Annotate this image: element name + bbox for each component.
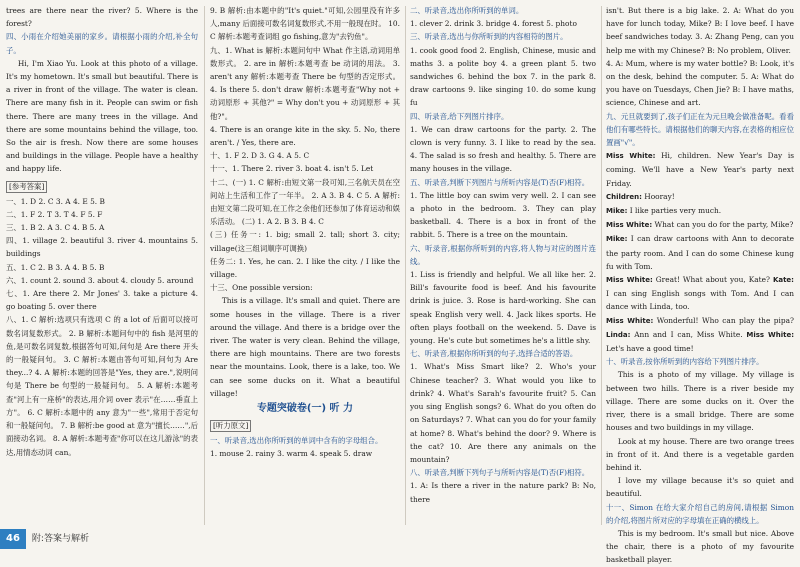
speaker: Children:: [606, 192, 642, 201]
speaker: Mike:: [606, 207, 628, 216]
answer-line: 4. A: Mum, where is my water bottle? B: Look, it's on the desk, behind the computer. 5. A: What do you have on Tuesdays, Chen Jie? B: I have maths, science, Chinese and art.: [606, 58, 794, 108]
answer-line: 五、1. C 2. B 3. A 4. B 5. B: [6, 262, 105, 272]
column-3: [410, 4, 596, 527]
text-line: trees are there near the river? 5. Where is the forest?: [6, 6, 198, 29]
page-footer: [0, 529, 200, 549]
utterance: Hi, children. New Year's Day is coming. We'll have a New Year's party next Friday.: [606, 151, 794, 188]
answer-line: 十、1. F 2. D 3. G 4. A 5. C: [210, 151, 310, 161]
answer-line: 1. We can draw cartoons for the party. 2. The clown is very funny. 3. I like to read by the sea. 4. The salad is so fresh and healthy. 5. There are many houses in the village.: [410, 124, 596, 174]
section-heading: 四、小雨在介绍她美丽的家乡。请根据小雨的介绍,补全句子。: [6, 32, 198, 55]
reference-answer-tag: [参考答案]: [6, 181, 47, 193]
dialogue-line: [606, 218, 794, 232]
answer-line: 三、1. B 2. A 3. C 4. B 5. A: [6, 223, 105, 233]
answer-line: (三) 任务一: 1. big; small 2. tall; short 3. city; village(这三组词顺序可调换): [210, 230, 400, 253]
dialogue-line: [606, 190, 794, 204]
speaker: Miss White:: [606, 316, 654, 325]
answer-line: 七、1. Are there 2. Mr Jones' 3. take a picture 4. go boating 5. over there: [6, 289, 198, 312]
column-1: [6, 4, 198, 527]
answer-line: 1. A: Is there a river in the nature park? B: No, there: [410, 481, 596, 504]
utterance: I like parties very much.: [629, 206, 722, 216]
column-divider: [405, 6, 406, 525]
speaker: Linda:: [606, 330, 631, 339]
dialogue-line: [606, 204, 794, 218]
speaker: Miss White:: [606, 276, 653, 285]
section-heading: 六、听录音,根据你所听到的内容,将人物与对应的图片连线。: [410, 243, 596, 266]
section-heading: 五、听录音,判断下列图片与所听内容是(T)否(F)相符。: [410, 177, 590, 187]
speaker: Kate:: [772, 276, 794, 285]
utterance: Ann and I can, Miss White.: [634, 329, 743, 339]
section-heading: 七、听录音,根据你所听到的句子,选择合适的答语。: [410, 349, 578, 359]
section-heading: 二、听录音,选出你所听到的单词。: [410, 6, 524, 15]
answer-line: 1. mouse 2. rainy 3. warm 4. speak 5. draw: [210, 449, 373, 459]
passage: I love my village because it's so quiet and beautiful.: [606, 476, 794, 499]
utterance: I can sing English songs with Tom. And I can dance with Linda, too.: [606, 289, 794, 312]
answer-line: 9. B 解析:由本题中的"It's quiet."可知,公园里没有许多人,many 后面接可数名词复数形式,不用一般现在时。 10. C 解析:本题考查词组 go fishing,意为"去钓鱼"。: [210, 6, 400, 42]
speaker: Mike:: [606, 235, 628, 244]
speaker: Miss White:: [606, 221, 653, 230]
answer-line: 十三、One possible version:: [210, 283, 313, 293]
answer-line: 任务二: 1. Yes, he can. 2. I like the city. / I like the village.: [210, 256, 400, 280]
answer-line: 九、1. What is 解析:本题问句中 What 作主语,动词用单数形式。 2. are in 解析:本题考查 be 动词的用法。 3. aren't any 解析:本题考查 There be 句型的否定形式。 4. Is there 5. don't draw 解析:本题考查"Why not + 动词原形 + 其他?" = Why don't you + 动词原形 + 其他?"。: [210, 45, 400, 121]
answer-line: 八、1. C 解析:选项只有选项 C 的 a lot of 后面可以接可数名词复数形式。 2. B 解析:本题问句中的 fish 是河里的鱼,是可数名词复数,根据答句可知,问句是 Are there 开头的一般疑问句。 3. C 解析:本题由答句可知,问句为 Are they...? 4. A 解析:本题的回答是"Yes, they are.",说明问句是 There be 句型的一般疑问句。 5. A 解析:本题考查"河上有一座桥"的表达,用介词 over 表示"在……垂直上方"。 6. C 解析:本题中的 any 意为"一些",常用于否定句和一般疑问句。 7. B 解析:be good at 意为"擅长……",后面接动名词。 8. A 解析:本题考查"你可以在这儿游泳"的表达,用情态动词 can。: [6, 315, 198, 457]
utterance: Let's have a good time!: [606, 344, 694, 354]
section-heading: 八、听录音,判断下列句子与所听内容是(T)否(F)相符。: [410, 468, 590, 478]
answer-line: 六、1. count 2. sound 3. about 4. cloudy 5. around: [6, 275, 194, 285]
answer-line: 1. What's Miss Smart like? 2. Who's your Chinese teacher? 3. What would you like to drink? 4. What's Sarah's favourite fruit? 5. Can you sing English songs? 6. What do you often do on Saturdays? 7. What can you do for your family at home? 8. What's behind the door? 9. Where is the cat? 10. Are there any animals on the mountain?: [410, 362, 596, 464]
answer-line: 1. cook good food 2. English, Chinese, music and maths 3. a polite boy 4. a green plant 5. two sandwiches 6. behind the box 7. in the park 8. draw cartoons 9. like singing 10. do some kung fu: [410, 45, 596, 108]
speaker: Miss White:: [606, 152, 656, 161]
section-heading: 一、听录音,选出你所听到的单词中含有的字母组合。: [210, 436, 383, 446]
passage: This is a photo of my village. My village is between two hills. There is a river beside my village. There are some ducks on it. Over the river, there is a small bridge. There are some houses and two buildings in my village.: [606, 370, 794, 433]
dialogue-line: [606, 314, 794, 356]
answer-line: 一、1. D 2. C 3. A 4. E 5. B: [6, 196, 105, 206]
answer-line: 1. clever 2. drink 3. bridge 4. forest 5. photo: [410, 19, 577, 29]
answer-line: 十二、(一) 1. C 解析:由短文第一段可知,三名航天员在空间站上生活和工作了一年半。 2. A 3. B 4. C 5. A 解析:由短文第二段可知,在工作之余他们还参加了体育运动和娱乐活动。 (二) 1. A 2. B 3. B 4. C: [210, 177, 400, 227]
section-heading: 十一、Simon 在给大家介绍自己的房间,请根据 Simon 的介绍,将图片所对应的字母填在正确的横线上。: [606, 502, 794, 525]
dialogue-line: [606, 273, 794, 314]
answer-line: 二、1. F 2. T 3. T 4. F 5. F: [6, 209, 103, 219]
utterance: What can you do for the party, Mike?: [654, 220, 794, 230]
model-essay: This is a village. It's small and quiet. There are some houses in the village. There is a river around the village. And there is a bridge over the river. The water is very clean. Behind the village, there are high mountains. There are two forests near the mountains. Look, there is a lake, too. We can see some ducks on it. What a beautiful village!: [210, 296, 400, 398]
answer-line: 4. There is an orange kite in the sky. 5. No, there aren't. / Yes, there are.: [210, 124, 400, 148]
section-heading: 四、听录音,给下列图片排序。: [410, 111, 509, 121]
answer-line: 1. The little boy can swim very well. 2. I can see a photo in the bedroom. 3. They can play basketball. 4. There is a box in front of the rabbit. 5. There is a tree on the mountain.: [410, 190, 596, 240]
section-heading: 十、听录音,按你所听到的内容给下列图片排序。: [606, 357, 764, 367]
column-divider: [204, 6, 205, 525]
answer-line: 十一、1. There 2. river 3. boat 4. isn't 5. Let: [210, 164, 374, 174]
section-heading: 九、元旦就要到了,孩子们正在为元旦晚会做准备呢。看看他们有哪些特长。请根据他们的聊天内容,在表格的相应位置画"√"。: [606, 111, 794, 148]
passage: Look at my house. There are two orange trees in front of it. And there is a vegetable garden behind it.: [606, 436, 794, 472]
passage: Hi, I'm Xiao Yu. Look at this photo of a village. It's my hometown. It's small but beautiful. There is a river in front of the village. The water is clean. There are many fish in it. People can swim or fish there. There are many trees in the village. And there are some mountains behind the village, too. So the air is fresh. Now there are some houses and buildings in the village. People have a healthy and happy life.: [6, 58, 198, 174]
answer-line: isn't. But there is a big lake. 2. A: What do you have for lunch today, Mike? B: I love beef. I have beef sandwiches today. 3. A: Zhang Peng, can you help me with my Chinese? B: No problem, Oliver.: [606, 6, 794, 55]
dialogue-line: [606, 232, 794, 273]
answer-line: 四、1. village 2. beautiful 3. river 4. mountains 5. buildings: [6, 236, 198, 259]
answer-line: 1. Liss is friendly and helpful. We all like her. 2. Bill's favourite food is beef. And his favourite drink is juice. 3. Rose is hard-working. She can speak English very well. 4. Jack likes sports. He often plays football on the weekend. 5. Dave is young. He's cute but sometimes he's a little shy.: [410, 270, 596, 346]
section-title: 专题突破卷(一) 听 力: [256, 403, 354, 415]
footer-label: 附:答案与解析: [31, 534, 89, 544]
column-divider: [601, 6, 602, 525]
page-number: 46: [0, 529, 26, 549]
column-4: [606, 4, 794, 565]
utterance: Wonderful! Who can play the pipa?: [656, 315, 794, 325]
utterance: Great! What about you, Kate?: [655, 275, 770, 285]
listening-script-tag: [听力原文]: [210, 420, 251, 432]
utterance: I can draw cartoons with Ann to decorate the party room. And I can do some Chinese kung fu with Tom.: [606, 234, 794, 271]
speaker: Miss White:: [746, 330, 794, 339]
utterance: Hooray!: [644, 191, 675, 201]
passage: This is my bedroom. It's small but nice. Above the chair, there is a photo of my favourite basketball player.: [606, 528, 794, 565]
dialogue-line: [606, 149, 794, 190]
column-2: [210, 4, 400, 527]
section-heading: 三、听录音,选出与你所听到的内容相符的图片。: [410, 32, 568, 42]
